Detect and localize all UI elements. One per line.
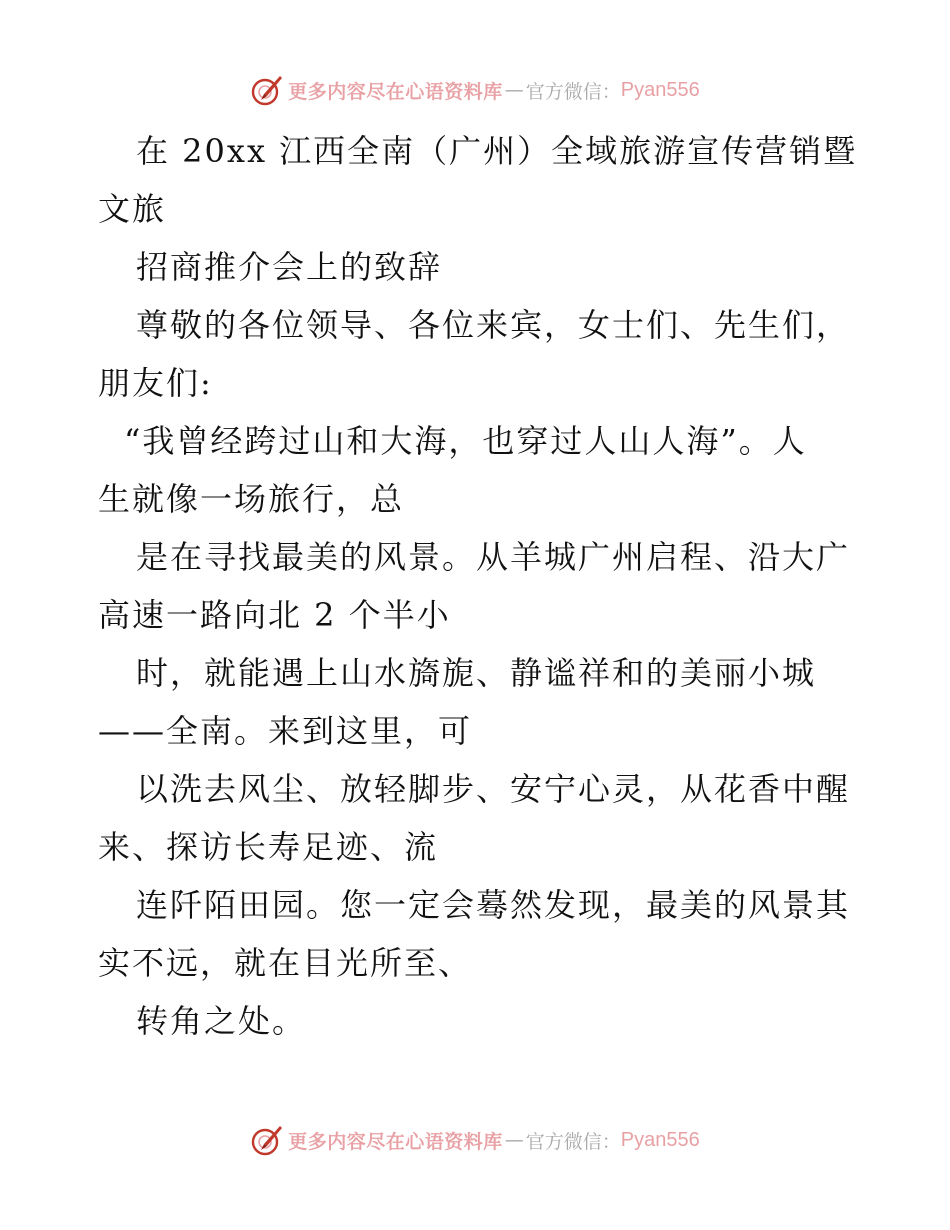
watermark-site-name: 更多内容尽在心语资料库 bbox=[288, 80, 503, 103]
footer-watermark bbox=[0, 1120, 950, 1160]
watermark-account-label: 官方微信： bbox=[525, 1130, 621, 1153]
watermark-dash: — bbox=[504, 79, 524, 101]
speech-paragraph-line: 生就像一场旅行，总 bbox=[98, 480, 405, 518]
speech-paragraph-line: 来、探访长寿足迹、流 bbox=[98, 828, 439, 866]
speech-paragraph-line: ——全南。来到这里，可 bbox=[98, 712, 473, 750]
watermark-site-name: 更多内容尽在心语资料库 bbox=[288, 1130, 503, 1153]
speech-paragraph-line: “我曾经跨过山和大海，也穿过人山人海”。人 bbox=[124, 422, 807, 460]
speech-paragraph-line: 高速一路向北 2 个半小 bbox=[98, 596, 451, 634]
speech-title-line: 在 20xx 江西全南（广州）全域旅游宣传营销暨 bbox=[136, 132, 858, 170]
speech-paragraph-line: 实不远，就在目光所至、 bbox=[98, 944, 473, 982]
watermark-dash: — bbox=[504, 1129, 524, 1151]
speech-title-continuation: 文旅 bbox=[98, 190, 167, 228]
speech-body bbox=[98, 122, 858, 1050]
watermark-account-id: Pyan556 bbox=[620, 78, 700, 101]
quill-logo-icon bbox=[250, 73, 284, 107]
speech-paragraph-line: 时，就能遇上山水旖旎、静谧祥和的美丽小城 bbox=[136, 654, 817, 692]
speech-paragraph-line: 连阡陌田园。您一定会蓦然发现，最美的风景其 bbox=[136, 886, 851, 924]
speech-paragraph-line: 是在寻找最美的风景。从羊城广州启程、沿大广 bbox=[136, 538, 851, 576]
speech-salutation: 尊敬的各位领导、各位来宾，女士们、先生们， bbox=[136, 306, 851, 344]
speech-paragraph-line: 以洗去风尘、放轻脚步、安宁心灵，从花香中醒 bbox=[136, 770, 851, 808]
speech-paragraph-line: 转角之处。 bbox=[136, 1002, 307, 1040]
watermark-account-label: 官方微信： bbox=[525, 80, 621, 103]
quill-logo-icon bbox=[250, 1123, 284, 1157]
speech-salutation-continuation: 朋友们: bbox=[98, 364, 213, 402]
header-watermark bbox=[0, 70, 950, 110]
watermark-account-id: Pyan556 bbox=[620, 1128, 700, 1151]
speech-title-line: 招商推介会上的致辞 bbox=[136, 248, 443, 286]
